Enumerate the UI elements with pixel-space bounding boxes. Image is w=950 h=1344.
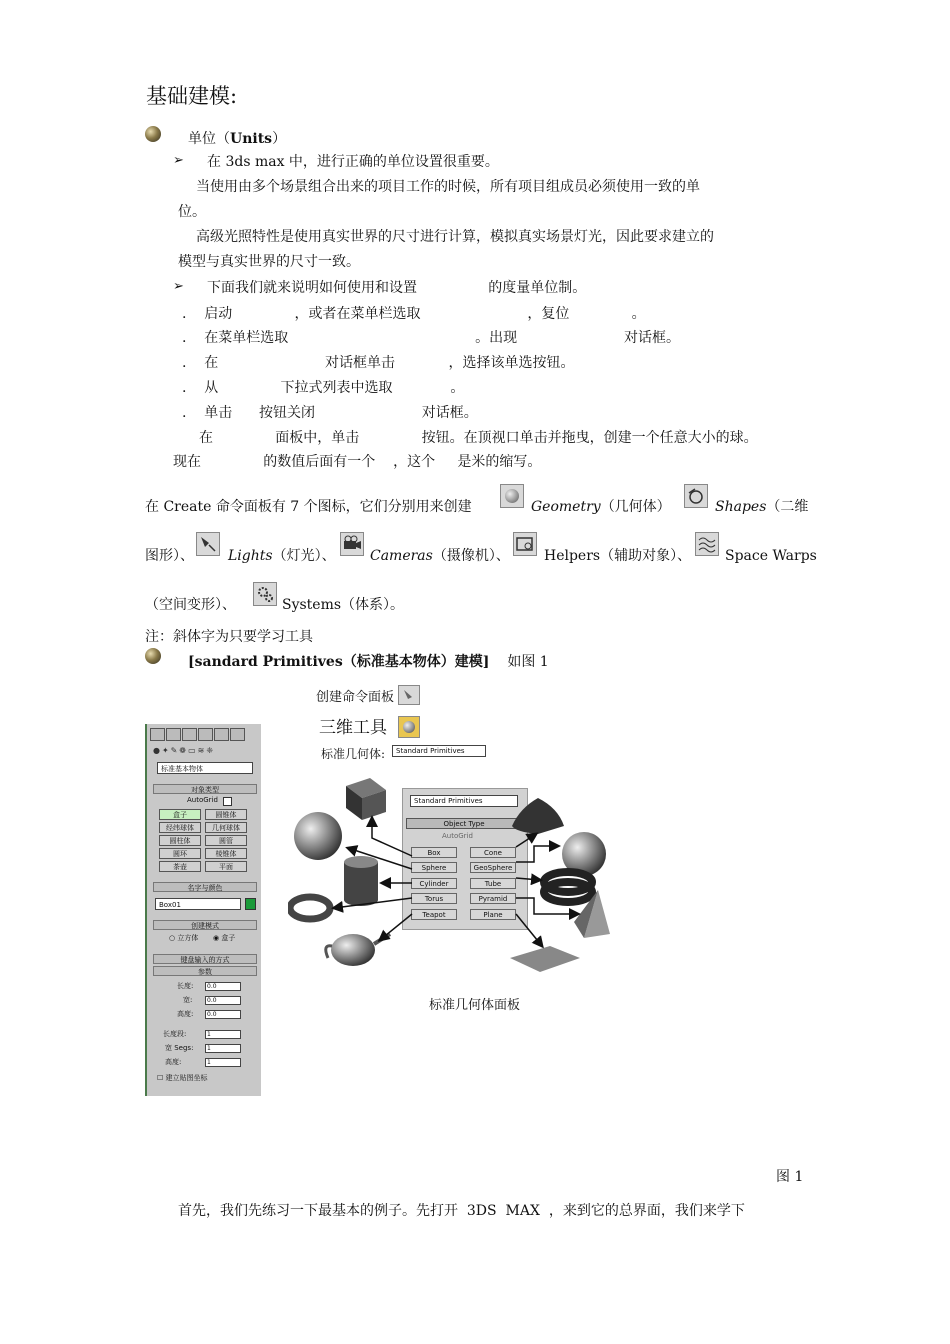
category-icons: ●✦✎❁▭≋❈ [153,746,216,755]
space-warps-label: Space Warps [725,548,817,564]
height-segs-input[interactable]: 1 [205,1058,241,1067]
figure-object-type-rollup[interactable]: Object Type [406,818,522,829]
command-tabs [150,726,258,740]
primitive-button[interactable]: 圆锥体 [205,809,247,820]
rollup-keyboard-entry[interactable]: 键盘输入的方式 [153,954,257,964]
paragraph: 位。 [178,204,206,220]
torus-shape-icon [290,897,330,919]
figure-primitive-button[interactable]: Sphere [411,862,457,873]
shapes-label-cont: 图形）、 [145,548,194,564]
primitive-dropdown[interactable]: 标准基本物体 [157,762,253,774]
autogrid-checkbox[interactable] [223,797,232,806]
utilities-tab[interactable] [230,728,245,741]
create-panel-icon [398,685,420,705]
rollup-name-color[interactable]: 名字与颜色 [153,882,257,892]
systems-icon [253,582,277,606]
create-intro: 在 Create 命令面板有 7 个图标，它们分别用来创建 [145,499,472,515]
figure-primitive-button[interactable]: Cylinder [411,878,457,889]
standard-primitives-panel [145,724,261,1096]
length-segs-label: 长度段: [163,1030,187,1038]
create-tab[interactable] [150,728,165,741]
rollup-parameters[interactable]: 参数 [153,966,257,976]
figure-create-panel-label: 创建命令面板 [316,690,395,705]
lights-icon [196,532,220,556]
modify-tab[interactable] [166,728,181,741]
geometry-icon [500,484,524,508]
paragraph: 高级光照特性是使用真实世界的尺寸进行计算，模拟真实场景灯光，因此要求建立的 [196,229,714,245]
arrow-bullet-icon: ➢ [173,279,184,294]
plane-shape-icon [510,946,580,972]
radio-cube[interactable]: ○ 立方体 [169,934,199,942]
figure-autogrid-label: AutoGrid [442,832,473,840]
autogrid-label: AutoGrid [187,796,218,804]
length-input[interactable]: 0.0 [205,982,241,991]
rollup-object-type[interactable]: 对象类型 [153,784,257,794]
tube-shape-icon [544,872,592,902]
width-segs-input[interactable]: 1 [205,1044,241,1053]
space-warps-label-cont: （空间变形）、 [145,597,236,613]
paragraph: 模型与真实世界的尺寸一致。 [178,254,360,270]
bullet-text: 下面我们就来说明如何使用和设置 的度量单位制。 [207,280,587,296]
cone-shape-icon [512,798,564,834]
figure-primitive-button[interactable]: Teapot [411,909,457,920]
figure-primitive-button[interactable]: Box [411,847,457,858]
note: 注：斜体字为只要学习工具 [145,629,313,645]
color-swatch[interactable] [245,898,256,910]
cameras-label: Cameras（摄像机）、 [370,548,510,564]
box-shape-icon [346,778,386,820]
bullet-text: 在 3ds max 中，进行正确的单位设置很重要。 [207,154,499,170]
paragraph: 首先，我们先练习一下最基本的例子。先打开 3DS MAX ，来到它的总界面，我们来学下 [178,1203,745,1219]
shapes-label: Shapes（二维 [715,499,809,515]
hierarchy-tab[interactable] [182,728,197,741]
length-segs-input[interactable]: 1 [205,1030,241,1039]
figure-primitive-button[interactable]: Pyramid [470,893,516,904]
figure-number: 图 1 [776,1169,804,1185]
length-label: 长度: [177,982,194,990]
page-title: 基础建模: [146,84,238,108]
primitives-heading: [sandard Primitives（标准基本物体）建模] 如图 1 [188,654,549,670]
arrow-bullet-icon: ➢ [173,153,184,168]
primitive-button[interactable]: 几何球体 [205,822,247,833]
figure-primitives-illustration [288,768,613,983]
paragraph: 现在 的数值后面有一个 ，这个 是米的缩写。 [173,454,542,470]
figure-primitive-button[interactable]: Tube [470,878,516,889]
sphere-shape-icon [294,812,342,860]
bullet-ball-icon [145,126,161,142]
figure-primitive-button[interactable]: Cone [470,847,516,858]
geometry-label: Geometry（几何体） [531,499,671,515]
primitive-button[interactable]: 圆管 [205,835,247,846]
helpers-icon [513,532,537,556]
name-field[interactable]: Box01 [155,898,241,910]
figure-primitive-button[interactable]: GeoSphere [470,862,516,873]
primitive-button[interactable]: 茶壶 [159,861,201,872]
figure-primitive-button[interactable]: Plane [470,909,516,920]
step-item: . 在 对话框单击 ，选择该单选按钮。 [182,355,575,371]
cameras-icon [340,532,364,556]
height-label: 高度: [177,1010,194,1018]
width-input[interactable]: 0.0 [205,996,241,1005]
paragraph: 在 面板中，单击 按钮。在顶视口单击并拖曳，创建一个任意大小的球。 [199,430,758,446]
figure-primitives-dropdown[interactable]: Standard Primitives [392,745,486,757]
primitive-button[interactable]: 圆环 [159,848,201,859]
figure-inner-dropdown[interactable]: Standard Primitives [410,795,518,807]
primitive-button[interactable]: 经纬球体 [159,822,201,833]
motion-tab[interactable] [198,728,213,741]
gen-mapping-checkbox[interactable]: ☐ 建立贴图坐标 [157,1074,208,1082]
height-segs-label: 高度: [165,1058,182,1066]
primitive-button[interactable]: 圆柱体 [159,835,201,846]
height-input[interactable]: 0.0 [205,1010,241,1019]
step-item: . 从 下拉式列表中选取 。 [182,380,465,396]
lights-label: Lights（灯光）、 [228,548,336,564]
figure-primitive-button[interactable]: Torus [411,893,457,904]
radio-box[interactable]: ◉ 盒子 [213,934,236,942]
systems-label: Systems（体系）。 [282,597,405,613]
step-item: . 单击 按钮关闭 对话框。 [182,405,478,421]
space-warps-icon [695,532,719,556]
paragraph: 当使用由多个场景组合出来的项目工作的时候，所有项目组成员必须使用一致的单 [196,179,700,195]
display-tab[interactable] [214,728,229,741]
width-label: 宽: [183,996,193,1004]
primitive-button[interactable]: 棱锥体 [205,848,247,859]
primitive-button[interactable]: 盒子 [159,809,201,820]
step-item: . 启动 ，或者在菜单栏选取 ，复位 。 [182,306,646,322]
width-segs-label: 宽 Segs: [165,1044,194,1052]
figure-std-geometry-label: 标准几何体: [321,747,386,761]
geometry-tool-icon [398,716,420,738]
figure-caption: 标准几何体面板 [429,998,521,1013]
figure-3d-tools-label: 三维工具 [319,718,387,738]
rollup-creation-method[interactable]: 创建模式 [153,920,257,930]
bullet-ball-icon [145,648,161,664]
shapes-icon [684,484,708,508]
cylinder-shape-icon [344,856,378,906]
step-item: . 在菜单栏选取 。出现 对话框。 [182,330,680,346]
units-heading: 单位（Units） [188,131,287,147]
primitive-button[interactable]: 平面 [205,861,247,872]
helpers-label: Helpers（辅助对象）、 [544,548,692,564]
